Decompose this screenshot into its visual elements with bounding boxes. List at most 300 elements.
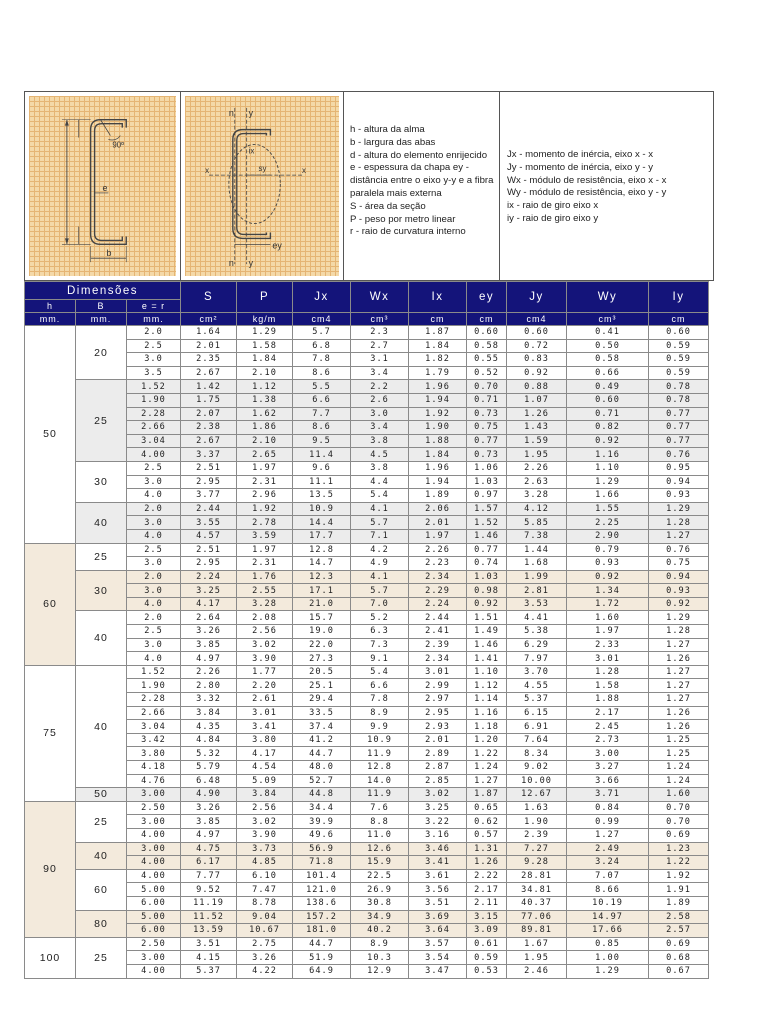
legend-right-list [507, 149, 712, 226]
value-cell: 1.49 [467, 625, 507, 639]
thickness-cell: 3.0 [127, 353, 181, 367]
value-cell: 11.9 [351, 747, 409, 761]
value-cell: 2.39 [409, 638, 467, 652]
b-cell: 40 [76, 665, 127, 787]
value-cell: 11.1 [293, 475, 351, 489]
value-cell: 52.7 [293, 774, 351, 788]
value-cell: 1.87 [409, 326, 467, 340]
b-cell: 20 [76, 326, 127, 380]
value-cell: 1.86 [237, 421, 293, 435]
value-cell: 1.46 [467, 638, 507, 652]
value-cell: 5.4 [351, 665, 409, 679]
value-cell: 3.4 [351, 366, 409, 380]
value-cell: 0.49 [567, 380, 649, 394]
value-cell: 12.8 [293, 543, 351, 557]
table-row [25, 638, 709, 652]
value-cell: 0.92 [567, 434, 649, 448]
value-cell: 2.80 [181, 679, 237, 693]
value-cell: 1.20 [467, 733, 507, 747]
legend-item: iy - raio de giro eixo y [507, 212, 599, 224]
value-cell: 2.20 [237, 679, 293, 693]
value-cell: 2.93 [409, 720, 467, 734]
value-cell: 1.66 [567, 489, 649, 503]
value-cell: 4.2 [351, 543, 409, 557]
value-cell: 0.79 [567, 543, 649, 557]
value-cell: 3.25 [181, 584, 237, 598]
value-cell: 0.58 [467, 339, 507, 353]
value-cell: 9.02 [507, 761, 567, 775]
value-cell: 0.65 [467, 801, 507, 815]
value-cell: 0.60 [507, 326, 567, 340]
table-row [25, 475, 709, 489]
value-cell: 2.26 [409, 543, 467, 557]
value-cell: 2.01 [409, 733, 467, 747]
value-cell: 3.46 [409, 842, 467, 856]
value-cell: 2.23 [409, 557, 467, 571]
value-cell: 44.7 [293, 747, 351, 761]
value-cell: 1.26 [467, 856, 507, 870]
value-cell: 27.3 [293, 652, 351, 666]
value-cell: 2.90 [567, 529, 649, 543]
value-cell: 2.11 [467, 896, 507, 910]
value-cell: 0.67 [649, 964, 709, 978]
thickness-cell: 2.0 [127, 326, 181, 340]
table-row [25, 339, 709, 353]
thickness-cell: 1.52 [127, 380, 181, 394]
col-header-P: P [237, 282, 293, 313]
value-cell: 26.9 [351, 883, 409, 897]
value-cell: 3.1 [351, 353, 409, 367]
value-cell: 48.0 [293, 761, 351, 775]
value-cell: 77.06 [507, 910, 567, 924]
table-row [25, 842, 709, 856]
value-cell: 1.60 [649, 788, 709, 802]
value-cell: 1.10 [567, 461, 649, 475]
value-cell: 44.7 [293, 937, 351, 951]
thickness-cell: 4.18 [127, 761, 181, 775]
value-cell: 2.06 [409, 502, 467, 516]
value-cell: 2.33 [567, 638, 649, 652]
value-cell: 2.61 [237, 693, 293, 707]
value-cell: 5.7 [351, 584, 409, 598]
value-cell: 1.22 [467, 747, 507, 761]
value-cell: 0.70 [467, 380, 507, 394]
value-cell: 0.77 [649, 421, 709, 435]
value-cell: 2.26 [181, 665, 237, 679]
value-cell: 2.51 [181, 461, 237, 475]
value-cell: 2.89 [409, 747, 467, 761]
value-cell: 4.97 [181, 652, 237, 666]
x-right-label: x [302, 166, 307, 176]
value-cell: 3.57 [409, 937, 467, 951]
value-cell: 2.57 [649, 924, 709, 938]
value-cell: 2.56 [237, 625, 293, 639]
value-cell: 0.76 [649, 448, 709, 462]
value-cell: 1.27 [649, 665, 709, 679]
thickness-cell: 3.0 [127, 516, 181, 530]
value-cell: 2.34 [409, 570, 467, 584]
value-cell: 3.01 [567, 652, 649, 666]
value-cell: 2.2 [351, 380, 409, 394]
value-cell: 1.10 [467, 665, 507, 679]
table-row [25, 393, 709, 407]
value-cell: 3.71 [567, 788, 649, 802]
value-cell: 3.4 [351, 421, 409, 435]
value-cell: 10.19 [567, 896, 649, 910]
h-cell: 100 [25, 937, 76, 978]
value-cell: 40.37 [507, 896, 567, 910]
value-cell: 1.29 [567, 964, 649, 978]
value-cell: 1.18 [467, 720, 507, 734]
value-cell: 2.01 [409, 516, 467, 530]
thickness-cell: 2.0 [127, 502, 181, 516]
profile-properties-table [24, 281, 709, 979]
value-cell: 13.59 [181, 924, 237, 938]
value-cell: 3.69 [409, 910, 467, 924]
value-cell: 12.9 [351, 964, 409, 978]
col-header-Jx: Jx [293, 282, 351, 313]
value-cell: 1.72 [567, 597, 649, 611]
value-cell: 1.29 [567, 475, 649, 489]
value-cell: 1.34 [567, 584, 649, 598]
value-cell: 2.17 [467, 883, 507, 897]
value-cell: 4.85 [237, 856, 293, 870]
value-cell: 2.55 [237, 584, 293, 598]
value-cell: 9.5 [293, 434, 351, 448]
value-cell: 1.57 [467, 502, 507, 516]
col-header-Jy: Jy [507, 282, 567, 313]
value-cell: 0.70 [649, 815, 709, 829]
value-cell: 1.58 [237, 339, 293, 353]
table-row [25, 421, 709, 435]
value-cell: 21.0 [293, 597, 351, 611]
value-cell: 7.97 [507, 652, 567, 666]
col-header-Wx: Wx [351, 282, 409, 313]
table-row [25, 801, 709, 815]
value-cell: 7.6 [351, 801, 409, 815]
value-cell: 40.2 [351, 924, 409, 938]
value-cell: 15.7 [293, 611, 351, 625]
value-cell: 3.53 [507, 597, 567, 611]
value-cell: 138.6 [293, 896, 351, 910]
value-cell: 3.84 [237, 788, 293, 802]
graph-paper [29, 96, 176, 276]
value-cell: 2.87 [409, 761, 467, 775]
value-cell: 6.6 [351, 679, 409, 693]
value-cell: 3.56 [409, 883, 467, 897]
table-row [25, 679, 709, 693]
value-cell: 1.90 [507, 815, 567, 829]
value-cell: 1.07 [507, 393, 567, 407]
table-row [25, 924, 709, 938]
thickness-cell: 6.00 [127, 924, 181, 938]
value-cell: 2.45 [567, 720, 649, 734]
value-cell: 49.6 [293, 828, 351, 842]
profile-outline-outer [91, 120, 127, 245]
value-cell: 1.55 [567, 502, 649, 516]
value-cell: 2.41 [409, 625, 467, 639]
b-label: b [106, 248, 112, 259]
table-row [25, 611, 709, 625]
table-row [25, 461, 709, 475]
value-cell: 1.68 [507, 557, 567, 571]
value-cell: 5.85 [507, 516, 567, 530]
value-cell: 4.97 [181, 828, 237, 842]
value-cell: 89.81 [507, 924, 567, 938]
value-cell: 2.63 [507, 475, 567, 489]
value-cell: 2.73 [567, 733, 649, 747]
value-cell: 64.9 [293, 964, 351, 978]
value-cell: 8.78 [237, 896, 293, 910]
value-cell: 0.77 [649, 407, 709, 421]
value-cell: 2.6 [351, 393, 409, 407]
thickness-cell: 3.04 [127, 434, 181, 448]
value-cell: 2.39 [507, 828, 567, 842]
value-cell: 3.27 [567, 761, 649, 775]
value-cell: 2.24 [409, 597, 467, 611]
sub-unit-e-r: mm. [127, 313, 181, 326]
value-cell: 3.90 [237, 652, 293, 666]
value-cell: 1.23 [649, 842, 709, 856]
ey-label: ey [272, 240, 282, 251]
value-cell: 6.8 [293, 339, 351, 353]
b-cell: 50 [76, 788, 127, 802]
sub-header-e-r: e = r [127, 300, 181, 313]
value-cell: 2.08 [237, 611, 293, 625]
thickness-cell: 2.5 [127, 461, 181, 475]
value-cell: 34.9 [351, 910, 409, 924]
table-row [25, 597, 709, 611]
thickness-cell: 4.76 [127, 774, 181, 788]
col-header-ey: ey [467, 282, 507, 313]
value-cell: 3.0 [351, 407, 409, 421]
value-cell: 1.29 [649, 611, 709, 625]
radius-arrow [101, 120, 111, 136]
value-cell: 3.70 [507, 665, 567, 679]
thickness-cell: 2.28 [127, 407, 181, 421]
table-row [25, 747, 709, 761]
value-cell: 3.80 [237, 733, 293, 747]
value-cell: 0.94 [649, 570, 709, 584]
value-cell: 0.92 [467, 597, 507, 611]
value-cell: 7.3 [351, 638, 409, 652]
value-cell: 3.55 [181, 516, 237, 530]
table-row [25, 869, 709, 883]
value-cell: 17.7 [293, 529, 351, 543]
col-header-Wy: Wy [567, 282, 649, 313]
value-cell: 1.28 [649, 625, 709, 639]
thickness-cell: 2.50 [127, 937, 181, 951]
value-cell: 0.61 [467, 937, 507, 951]
value-cell: 13.5 [293, 489, 351, 503]
table-row [25, 353, 709, 367]
thickness-cell: 3.00 [127, 842, 181, 856]
unit-S: cm² [181, 313, 237, 326]
thickness-cell: 2.50 [127, 801, 181, 815]
value-cell: 0.82 [567, 421, 649, 435]
table-row [25, 706, 709, 720]
value-cell: 12.67 [507, 788, 567, 802]
value-cell: 17.66 [567, 924, 649, 938]
value-cell: 1.76 [237, 570, 293, 584]
value-cell: 1.75 [181, 393, 237, 407]
value-cell: 2.10 [237, 434, 293, 448]
value-cell: 3.64 [409, 924, 467, 938]
thickness-cell: 4.00 [127, 828, 181, 842]
value-cell: 4.9 [351, 557, 409, 571]
value-cell: 0.92 [567, 570, 649, 584]
value-cell: 1.59 [507, 434, 567, 448]
value-cell: 0.59 [649, 339, 709, 353]
value-cell: 25.1 [293, 679, 351, 693]
value-cell: 1.31 [467, 842, 507, 856]
table-row [25, 910, 709, 924]
value-cell: 1.26 [507, 407, 567, 421]
value-cell: 1.26 [649, 720, 709, 734]
value-cell: 1.06 [467, 461, 507, 475]
value-cell: 5.2 [351, 611, 409, 625]
value-cell: 1.95 [507, 951, 567, 965]
value-cell: 1.94 [409, 393, 467, 407]
table-row [25, 326, 709, 340]
value-cell: 22.5 [351, 869, 409, 883]
b-cell: 40 [76, 842, 127, 869]
value-cell: 1.26 [649, 652, 709, 666]
thickness-cell: 2.5 [127, 543, 181, 557]
table-row [25, 625, 709, 639]
value-cell: 3.37 [181, 448, 237, 462]
value-cell: 1.52 [467, 516, 507, 530]
value-cell: 0.85 [567, 937, 649, 951]
legend-item: b - largura das abas [350, 136, 436, 148]
value-cell: 4.17 [181, 597, 237, 611]
value-cell: 2.7 [351, 339, 409, 353]
h-cell: 75 [25, 665, 76, 801]
value-cell: 8.9 [351, 937, 409, 951]
value-cell: 7.7 [293, 407, 351, 421]
value-cell: 4.35 [181, 720, 237, 734]
value-cell: 3.24 [567, 856, 649, 870]
value-cell: 34.4 [293, 801, 351, 815]
value-cell: 29.4 [293, 693, 351, 707]
sub-header-h: h [25, 300, 76, 313]
value-cell: 1.28 [567, 665, 649, 679]
b-cell: 40 [76, 502, 127, 543]
value-cell: 2.56 [237, 801, 293, 815]
value-cell: 1.00 [567, 951, 649, 965]
value-cell: 1.88 [409, 434, 467, 448]
value-cell: 19.0 [293, 625, 351, 639]
value-cell: 1.27 [649, 638, 709, 652]
thickness-cell: 3.0 [127, 584, 181, 598]
value-cell: 14.4 [293, 516, 351, 530]
value-cell: 1.41 [467, 652, 507, 666]
value-cell: 0.59 [649, 366, 709, 380]
b-cell: 25 [76, 937, 127, 978]
value-cell: 12.8 [351, 761, 409, 775]
graph-paper [185, 96, 339, 276]
value-cell: 22.0 [293, 638, 351, 652]
value-cell: 2.97 [409, 693, 467, 707]
table-row [25, 407, 709, 421]
value-cell: 181.0 [293, 924, 351, 938]
value-cell: 2.22 [467, 869, 507, 883]
table-row [25, 366, 709, 380]
value-cell: 8.6 [293, 421, 351, 435]
value-cell: 3.00 [567, 747, 649, 761]
value-cell: 3.22 [409, 815, 467, 829]
value-cell: 1.79 [409, 366, 467, 380]
value-cell: 3.66 [567, 774, 649, 788]
value-cell: 1.26 [649, 706, 709, 720]
value-cell: 0.83 [507, 353, 567, 367]
b-cell: 25 [76, 801, 127, 842]
value-cell: 0.60 [649, 326, 709, 340]
legend-item: e - espessura da chapa ey - distância entre o eixo y-y e a fibra paralela mais externa [350, 162, 494, 199]
value-cell: 0.71 [567, 407, 649, 421]
value-cell: 9.52 [181, 883, 237, 897]
value-cell: 1.03 [467, 475, 507, 489]
table-row [25, 815, 709, 829]
e-label: e [102, 182, 108, 193]
value-cell: 1.16 [467, 706, 507, 720]
thickness-cell: 3.00 [127, 788, 181, 802]
value-cell: 3.41 [237, 720, 293, 734]
h-cell: 90 [25, 801, 76, 937]
value-cell: 11.52 [181, 910, 237, 924]
value-cell: 4.55 [507, 679, 567, 693]
value-cell: 0.57 [467, 828, 507, 842]
unit-Iy: cm [649, 313, 709, 326]
value-cell: 2.58 [649, 910, 709, 924]
sub-unit-h: mm. [25, 313, 76, 326]
value-cell: 1.90 [409, 421, 467, 435]
thickness-cell: 6.00 [127, 896, 181, 910]
value-cell: 3.28 [507, 489, 567, 503]
value-cell: 10.9 [293, 502, 351, 516]
value-cell: 2.67 [181, 434, 237, 448]
value-cell: 1.58 [567, 679, 649, 693]
value-cell: 3.02 [409, 788, 467, 802]
value-cell: 34.81 [507, 883, 567, 897]
table-row [25, 733, 709, 747]
value-cell: 4.84 [181, 733, 237, 747]
value-cell: 0.78 [649, 393, 709, 407]
value-cell: 3.09 [467, 924, 507, 938]
value-cell: 3.15 [467, 910, 507, 924]
value-cell: 0.62 [467, 815, 507, 829]
value-cell: 0.66 [567, 366, 649, 380]
value-cell: 9.1 [351, 652, 409, 666]
value-cell: 3.01 [237, 706, 293, 720]
value-cell: 6.48 [181, 774, 237, 788]
value-cell: 0.93 [649, 489, 709, 503]
value-cell: 0.75 [649, 557, 709, 571]
value-cell: 0.99 [567, 815, 649, 829]
thickness-cell: 4.0 [127, 597, 181, 611]
value-cell: 4.90 [181, 788, 237, 802]
n-top-label: n [228, 107, 234, 118]
value-cell: 7.07 [567, 869, 649, 883]
value-cell: 0.95 [649, 461, 709, 475]
thickness-cell: 2.5 [127, 625, 181, 639]
value-cell: 0.93 [567, 557, 649, 571]
thickness-cell: 2.66 [127, 421, 181, 435]
value-cell: 2.95 [181, 557, 237, 571]
value-cell: 6.29 [507, 638, 567, 652]
value-cell: 3.61 [409, 869, 467, 883]
h-cell: 60 [25, 543, 76, 665]
